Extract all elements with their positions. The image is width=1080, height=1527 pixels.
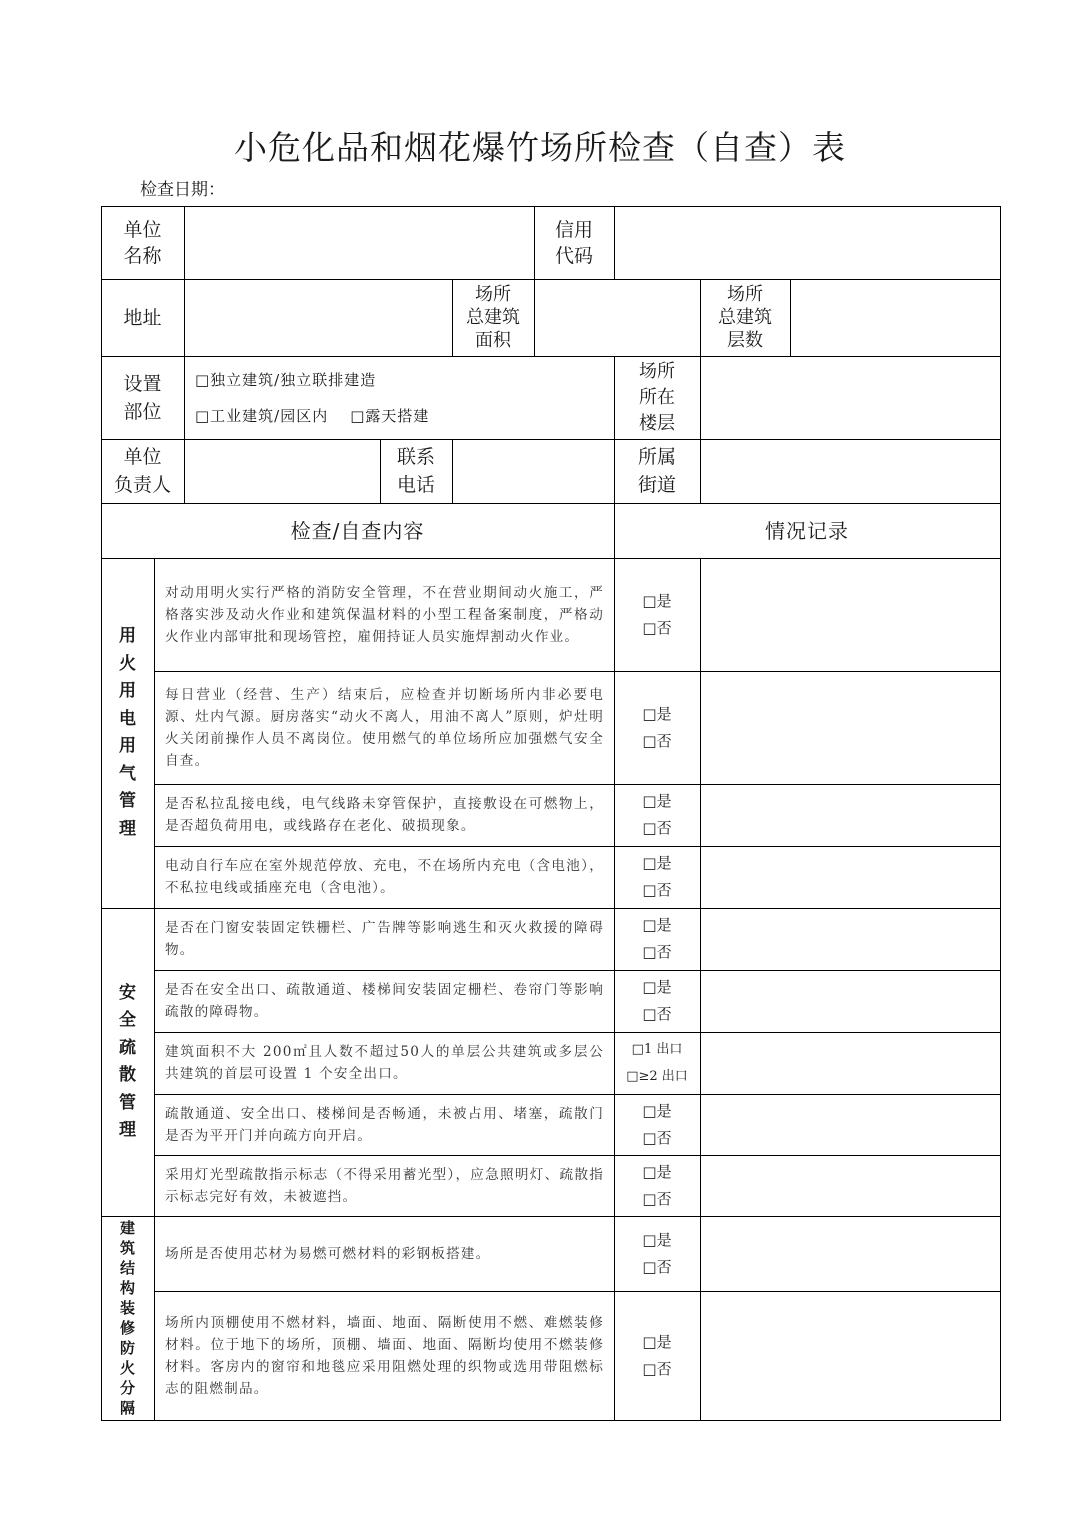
yes-no-choice xyxy=(614,1155,700,1216)
yes-checkbox[interactable]: □是 xyxy=(642,1332,672,1351)
table-border xyxy=(1000,206,1001,1421)
record-field[interactable] xyxy=(700,1155,1000,1216)
table-border xyxy=(154,784,1001,785)
category-char: 用 xyxy=(119,681,136,701)
table-border xyxy=(101,1420,1001,1421)
table-border xyxy=(154,671,1001,672)
address-label xyxy=(101,279,184,356)
category-char: 用 xyxy=(119,736,136,756)
category-char: 分 xyxy=(119,1379,135,1397)
yes-no-choice xyxy=(614,1216,700,1291)
total-area-label xyxy=(452,279,534,356)
category-char: 修 xyxy=(119,1319,135,1337)
credit-code-label xyxy=(534,206,614,279)
check-item: 每日营业（经营、生产）结束后，应检查并切断场所内非必要电源、灶内气源。厨房落实“动火不离人，用油不离人”原则，炉灶明火关闭前操作人员不离岗位。使用燃气的单位场所应加强燃气安全自查。 xyxy=(165,686,604,769)
yes-checkbox[interactable]: □是 xyxy=(642,591,672,610)
street-label-text: 所属 街道 xyxy=(637,446,676,496)
record-field[interactable] xyxy=(700,846,1000,908)
table-border xyxy=(101,206,102,1421)
category-char: 用 xyxy=(119,626,136,646)
location-options xyxy=(184,356,614,439)
address-field[interactable] xyxy=(184,279,452,356)
table-border xyxy=(154,1032,1001,1033)
unit-name-label-text: 单位 名称 xyxy=(123,218,162,267)
responsible-label-text: 单位 负责人 xyxy=(113,446,171,496)
table-border xyxy=(101,356,1001,357)
table-border xyxy=(154,558,155,1421)
credit-code-label-text: 信用 代码 xyxy=(554,218,593,267)
responsible-field[interactable] xyxy=(184,439,380,503)
category-char: 防 xyxy=(119,1339,135,1357)
no-checkbox[interactable]: □否 xyxy=(642,1005,672,1023)
category-char: 构 xyxy=(119,1279,135,1297)
table-border xyxy=(614,206,615,279)
table-border xyxy=(700,279,701,503)
table-border xyxy=(700,558,701,1421)
yes-checkbox[interactable]: □是 xyxy=(642,916,672,934)
floor-of-site-field[interactable] xyxy=(700,356,1000,439)
table-border xyxy=(452,279,453,356)
table-border xyxy=(452,439,453,503)
no-checkbox[interactable]: □否 xyxy=(642,618,672,637)
table-border xyxy=(154,846,1001,847)
no-checkbox[interactable]: □否 xyxy=(642,1128,672,1147)
no-checkbox[interactable]: □否 xyxy=(642,943,672,961)
unit-name-label xyxy=(101,206,184,279)
floor-of-site-label xyxy=(614,356,700,439)
yes-checkbox[interactable]: □是 xyxy=(642,792,672,810)
table-border xyxy=(101,206,1001,207)
record-field[interactable] xyxy=(700,908,1000,970)
table-border xyxy=(614,356,615,1421)
yes-no-choice xyxy=(614,671,700,784)
table-border xyxy=(154,970,1001,971)
check-item: 场所是否使用芯材为易燃可燃材料的彩钢板搭建。 xyxy=(165,1245,491,1262)
record-field[interactable] xyxy=(700,1216,1000,1291)
category-char: 理 xyxy=(119,1120,136,1140)
table-border xyxy=(101,1216,1001,1217)
record-field[interactable] xyxy=(700,1291,1000,1420)
check-item: 疏散通道、安全出口、楼梯间是否畅通，未被占用、堵塞，疏散门是否为平开门并向疏方向开启。 xyxy=(165,1105,604,1144)
no-checkbox[interactable]: □否 xyxy=(642,819,672,837)
yes-no-choice xyxy=(614,558,700,671)
no-checkbox[interactable]: □否 xyxy=(642,731,672,750)
total-floors-label xyxy=(700,279,790,356)
record-field[interactable] xyxy=(700,671,1000,784)
category-char: 气 xyxy=(119,763,136,784)
record-field[interactable] xyxy=(700,1032,1000,1094)
table-border xyxy=(534,206,535,356)
table-border xyxy=(380,439,381,503)
yes-checkbox[interactable]: □是 xyxy=(642,1101,672,1120)
total-area-field[interactable] xyxy=(534,279,700,356)
no-checkbox[interactable]: □否 xyxy=(642,881,672,899)
check-item: 是否在门窗安装固定铁栅栏、广告牌等影响逃生和灭火救援的障碍物。 xyxy=(165,920,604,958)
check-item: 建筑面积不大 200㎡且人数不超过50人的单层公共建筑或多层公共建筑的首层可设置 1 个安全出口。 xyxy=(165,1044,604,1082)
check-item: 对动用明火实行严格的消防安全管理，不在营业期间动火施工，严格落实涉及动火作业和建筑保温材料的小型工程备案制度，严格动火作业内部审批和现场管控，雇佣持证人员实施焊割动火作业。 xyxy=(165,584,604,645)
record-field[interactable] xyxy=(700,784,1000,846)
check-item: 场所内顶棚使用不燃材料，墙面、地面、隔断使用不燃、难燃装修材料。位于地下的场所，顶棚、墙面、地面、隔断均使用不燃装修材料。客房内的窗帘和地毯应采用阻燃处理的织物或选用带阻燃标志的阻燃制品。 xyxy=(165,1314,604,1397)
check-item: 是否在安全出口、疏散通道、楼梯间安装固定栅栏、卷帘门等影响疏散的障碍物。 xyxy=(165,982,604,1020)
table-border xyxy=(101,439,1001,440)
yes-no-choice xyxy=(614,970,700,1032)
category-char: 隔 xyxy=(119,1399,135,1417)
category-char: 全 xyxy=(119,1010,136,1030)
category-char: 管 xyxy=(119,791,136,811)
table-border xyxy=(790,279,791,356)
record-field[interactable] xyxy=(700,1094,1000,1155)
record-header: 情况记录 xyxy=(765,518,849,543)
table-border xyxy=(101,558,1001,559)
yes-no-choice xyxy=(614,846,700,908)
yes-no-choice xyxy=(614,784,700,846)
record-field[interactable] xyxy=(700,970,1000,1032)
table-border xyxy=(154,1291,1001,1292)
total-area-label-text: 场所 总建筑 面积 xyxy=(466,284,520,351)
street-label xyxy=(614,439,700,503)
page-title: 小危化品和烟花爆竹场所检查（自查）表 xyxy=(234,128,846,167)
category-char: 筑 xyxy=(119,1239,135,1257)
check-item: 电动自行车应在室外规范停放、充电，不在场所内充电（含电池），不私拉电线或插座充电（含电池）。 xyxy=(165,858,604,896)
option-standalone-building[interactable]: □独立建筑/独立联排建造 xyxy=(195,370,377,389)
total-floors-field[interactable] xyxy=(790,279,1000,356)
yes-checkbox[interactable]: □是 xyxy=(642,704,672,723)
no-checkbox[interactable]: □否 xyxy=(642,1189,672,1208)
category-structure xyxy=(101,1216,154,1420)
table-border xyxy=(154,1094,1001,1095)
category-char: 电 xyxy=(119,708,136,729)
yes-checkbox[interactable]: □是 xyxy=(642,978,672,996)
credit-code-field[interactable] xyxy=(614,206,1000,279)
category-char: 疏 xyxy=(119,1037,136,1058)
option-industrial-park[interactable]: □工业建筑/园区内 xyxy=(195,406,329,425)
two-exit-checkbox[interactable]: □≥2 出口 xyxy=(626,1069,688,1084)
phone-label-text: 联系 电话 xyxy=(396,446,435,496)
table-border xyxy=(101,908,1001,909)
yes-no-choice xyxy=(614,908,700,970)
category-char: 管 xyxy=(119,1092,136,1113)
yes-no-choice xyxy=(614,1094,700,1155)
unit-name-field[interactable] xyxy=(184,206,534,279)
responsible-label xyxy=(101,439,184,503)
category-char: 装 xyxy=(119,1299,135,1317)
record-field[interactable] xyxy=(700,558,1000,671)
category-char: 火 xyxy=(119,653,136,674)
yes-no-choice xyxy=(614,1291,700,1420)
inspection-date-label: 检查日期： xyxy=(140,180,225,200)
street-field[interactable] xyxy=(700,439,1000,503)
category-evacuation xyxy=(101,908,154,1216)
table-border xyxy=(154,1155,1001,1156)
table-border xyxy=(184,206,185,503)
address-label-text: 地址 xyxy=(123,306,162,329)
category-fire-electric-gas xyxy=(101,558,154,908)
content-header: 检查/自查内容 xyxy=(290,518,425,543)
phone-field[interactable] xyxy=(452,439,614,503)
category-char: 安 xyxy=(119,982,136,1003)
category-char: 建 xyxy=(119,1219,135,1237)
yes-checkbox[interactable]: □是 xyxy=(642,854,672,872)
check-item: 是否私拉乱接电线，电气线路未穿管保护，直接敷设在可燃物上，是否超负荷用电，或线路存在老化、破损现象。 xyxy=(165,796,604,834)
location-label-text: 设置 部位 xyxy=(123,372,162,423)
one-exit-checkbox[interactable]: □1 出口 xyxy=(631,1042,683,1057)
table-border xyxy=(101,279,1001,280)
phone-label xyxy=(380,439,452,503)
yes-checkbox[interactable]: □是 xyxy=(642,1162,672,1181)
exit-count-choice xyxy=(614,1032,700,1094)
check-item: 采用灯光型疏散指示标志（不得采用蓄光型），应急照明灯、疏散指示标志完好有效，未被遮挡。 xyxy=(165,1166,604,1205)
category-char: 火 xyxy=(119,1359,135,1377)
table-border xyxy=(101,503,1001,504)
category-char: 散 xyxy=(119,1065,136,1085)
location-label xyxy=(101,356,184,439)
category-char: 理 xyxy=(119,818,136,839)
no-checkbox[interactable]: □否 xyxy=(642,1359,672,1378)
category-char: 结 xyxy=(119,1259,135,1277)
total-floors-label-text: 场所 总建筑 层数 xyxy=(718,284,772,351)
no-checkbox[interactable]: □否 xyxy=(642,1257,672,1276)
yes-checkbox[interactable]: □是 xyxy=(642,1230,672,1249)
floor-of-site-label-text: 场所 所在 楼层 xyxy=(639,360,675,434)
option-open-air[interactable]: □露天搭建 xyxy=(350,406,430,425)
